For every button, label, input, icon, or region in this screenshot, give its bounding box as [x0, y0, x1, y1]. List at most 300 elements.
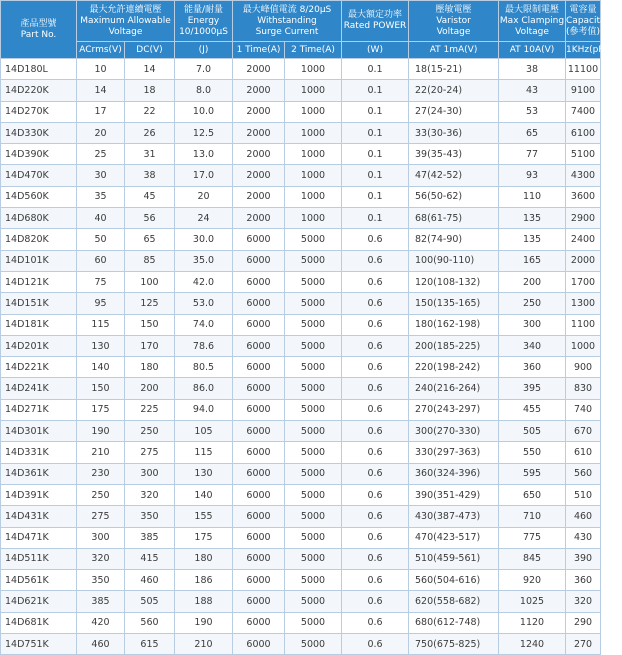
table-row	[1, 59, 601, 80]
cell-energy: 80.5	[175, 357, 233, 378]
cell-clamping-voltage: 505	[499, 421, 566, 442]
cell-surge-2-time: 1000	[285, 101, 342, 122]
table-row	[1, 165, 601, 186]
cell-ac-voltage: 150	[77, 378, 125, 399]
cell-part-no: 14D470K	[1, 165, 77, 186]
cell-surge-2-time: 5000	[285, 591, 342, 612]
cell-capacitance: 900	[566, 357, 601, 378]
table-row	[1, 634, 601, 655]
table-row	[1, 570, 601, 591]
cell-energy: 7.0	[175, 59, 233, 80]
cell-clamping-voltage: 775	[499, 527, 566, 548]
cell-energy: 20	[175, 186, 233, 207]
cell-part-no: 14D330K	[1, 122, 77, 143]
cell-part-no: 14D560K	[1, 186, 77, 207]
table-row	[1, 101, 601, 122]
table-row	[1, 80, 601, 101]
header-part-no: 產品型號 Part No.	[1, 1, 77, 59]
cell-varistor-voltage: 330(297-363)	[409, 442, 499, 463]
cell-rated-power: 0.6	[342, 314, 409, 335]
cell-dc-voltage: 385	[125, 527, 175, 548]
table-row	[1, 208, 601, 229]
cell-ac-voltage: 190	[77, 421, 125, 442]
cell-clamping-voltage: 135	[499, 208, 566, 229]
cell-part-no: 14D201K	[1, 335, 77, 356]
cell-energy: 78.6	[175, 335, 233, 356]
cell-rated-power: 0.6	[342, 229, 409, 250]
cell-capacitance: 740	[566, 399, 601, 420]
table-row	[1, 314, 601, 335]
cell-ac-voltage: 17	[77, 101, 125, 122]
cell-surge-2-time: 1000	[285, 122, 342, 143]
cell-rated-power: 0.6	[342, 357, 409, 378]
unit-dc: DC(V)	[125, 42, 175, 59]
cell-surge-1-time: 6000	[233, 399, 285, 420]
cell-rated-power: 0.6	[342, 634, 409, 655]
table-row	[1, 421, 601, 442]
header-rated-power: 最大額定功率 Rated POWER	[342, 1, 409, 42]
unit-surge-2-time: 2 Time(A)	[285, 42, 342, 59]
cell-ac-voltage: 75	[77, 271, 125, 292]
table-row	[1, 548, 601, 569]
cell-varistor-voltage: 120(108-132)	[409, 271, 499, 292]
cell-surge-2-time: 5000	[285, 357, 342, 378]
cell-part-no: 14D751K	[1, 634, 77, 655]
cell-surge-1-time: 2000	[233, 122, 285, 143]
cell-ac-voltage: 30	[77, 165, 125, 186]
cell-varistor-voltage: 390(351-429)	[409, 484, 499, 505]
cell-varistor-voltage: 22(20-24)	[409, 80, 499, 101]
unit-capacitance: 1KHz(pF)	[566, 42, 601, 59]
cell-dc-voltage: 615	[125, 634, 175, 655]
cell-surge-2-time: 1000	[285, 59, 342, 80]
cell-clamping-voltage: 77	[499, 144, 566, 165]
cell-rated-power: 0.1	[342, 122, 409, 143]
cell-part-no: 14D301K	[1, 421, 77, 442]
cell-capacitance: 560	[566, 463, 601, 484]
cell-dc-voltage: 150	[125, 314, 175, 335]
cell-ac-voltage: 14	[77, 80, 125, 101]
table-row	[1, 271, 601, 292]
cell-dc-voltage: 560	[125, 612, 175, 633]
cell-varistor-voltage: 56(50-62)	[409, 186, 499, 207]
cell-dc-voltage: 250	[125, 421, 175, 442]
cell-energy: 94.0	[175, 399, 233, 420]
cell-clamping-voltage: 710	[499, 506, 566, 527]
table-body	[1, 59, 601, 655]
cell-rated-power: 0.6	[342, 463, 409, 484]
cell-surge-1-time: 6000	[233, 357, 285, 378]
cell-ac-voltage: 25	[77, 144, 125, 165]
cell-clamping-voltage: 360	[499, 357, 566, 378]
cell-surge-1-time: 6000	[233, 463, 285, 484]
table-row	[1, 378, 601, 399]
cell-surge-1-time: 6000	[233, 591, 285, 612]
cell-capacitance: 9100	[566, 80, 601, 101]
cell-rated-power: 0.6	[342, 250, 409, 271]
cell-dc-voltage: 14	[125, 59, 175, 80]
cell-surge-2-time: 5000	[285, 271, 342, 292]
cell-clamping-voltage: 595	[499, 463, 566, 484]
cell-surge-2-time: 5000	[285, 634, 342, 655]
cell-rated-power: 0.6	[342, 293, 409, 314]
cell-surge-2-time: 5000	[285, 484, 342, 505]
cell-surge-2-time: 5000	[285, 570, 342, 591]
cell-dc-voltage: 31	[125, 144, 175, 165]
cell-capacitance: 290	[566, 612, 601, 633]
cell-surge-2-time: 5000	[285, 612, 342, 633]
cell-dc-voltage: 350	[125, 506, 175, 527]
cell-dc-voltage: 100	[125, 271, 175, 292]
cell-dc-voltage: 170	[125, 335, 175, 356]
header-energy: 能量/耐量 Energy 10/1000μS	[175, 1, 233, 42]
cell-capacitance: 430	[566, 527, 601, 548]
cell-surge-1-time: 6000	[233, 314, 285, 335]
cell-part-no: 14D621K	[1, 591, 77, 612]
cell-surge-1-time: 6000	[233, 612, 285, 633]
cell-energy: 210	[175, 634, 233, 655]
cell-energy: 53.0	[175, 293, 233, 314]
table-row	[1, 612, 601, 633]
cell-surge-1-time: 6000	[233, 506, 285, 527]
cell-clamping-voltage: 93	[499, 165, 566, 186]
table-row	[1, 527, 601, 548]
cell-part-no: 14D271K	[1, 399, 77, 420]
cell-dc-voltage: 460	[125, 570, 175, 591]
cell-ac-voltage: 385	[77, 591, 125, 612]
cell-capacitance: 2000	[566, 250, 601, 271]
cell-ac-voltage: 115	[77, 314, 125, 335]
cell-dc-voltage: 56	[125, 208, 175, 229]
cell-surge-1-time: 6000	[233, 570, 285, 591]
cell-dc-voltage: 275	[125, 442, 175, 463]
cell-surge-2-time: 5000	[285, 527, 342, 548]
cell-part-no: 14D241K	[1, 378, 77, 399]
cell-varistor-voltage: 82(74-90)	[409, 229, 499, 250]
cell-energy: 175	[175, 527, 233, 548]
cell-surge-2-time: 5000	[285, 399, 342, 420]
cell-energy: 12.5	[175, 122, 233, 143]
cell-dc-voltage: 65	[125, 229, 175, 250]
unit-surge-1-time: 1 Time(A)	[233, 42, 285, 59]
cell-energy: 30.0	[175, 229, 233, 250]
unit-energy: (J)	[175, 42, 233, 59]
cell-clamping-voltage: 845	[499, 548, 566, 569]
cell-part-no: 14D681K	[1, 612, 77, 633]
units-row	[1, 42, 601, 59]
cell-part-no: 14D270K	[1, 101, 77, 122]
cell-part-no: 14D151K	[1, 293, 77, 314]
cell-clamping-voltage: 920	[499, 570, 566, 591]
cell-rated-power: 0.6	[342, 442, 409, 463]
cell-rated-power: 0.1	[342, 101, 409, 122]
cell-capacitance: 4300	[566, 165, 601, 186]
cell-rated-power: 0.1	[342, 80, 409, 101]
cell-energy: 74.0	[175, 314, 233, 335]
unit-power: (W)	[342, 42, 409, 59]
cell-ac-voltage: 210	[77, 442, 125, 463]
cell-surge-1-time: 2000	[233, 208, 285, 229]
unit-varistor-voltage: AT 1mA(V)	[409, 42, 499, 59]
table-row	[1, 399, 601, 420]
cell-energy: 13.0	[175, 144, 233, 165]
cell-varistor-voltage: 240(216-264)	[409, 378, 499, 399]
table-row	[1, 293, 601, 314]
table-row	[1, 186, 601, 207]
cell-surge-1-time: 2000	[233, 165, 285, 186]
cell-clamping-voltage: 165	[499, 250, 566, 271]
cell-dc-voltage: 505	[125, 591, 175, 612]
cell-part-no: 14D180L	[1, 59, 77, 80]
cell-part-no: 14D561K	[1, 570, 77, 591]
cell-dc-voltage: 225	[125, 399, 175, 420]
cell-part-no: 14D181K	[1, 314, 77, 335]
cell-surge-2-time: 5000	[285, 442, 342, 463]
header-max-clamping-voltage: 最大限制電壓 Max Clamping Voltage	[499, 1, 566, 42]
cell-surge-1-time: 2000	[233, 144, 285, 165]
cell-rated-power: 0.6	[342, 399, 409, 420]
cell-varistor-voltage: 180(162-198)	[409, 314, 499, 335]
cell-capacitance: 830	[566, 378, 601, 399]
cell-capacitance: 360	[566, 570, 601, 591]
cell-surge-2-time: 5000	[285, 548, 342, 569]
cell-varistor-voltage: 68(61-75)	[409, 208, 499, 229]
cell-clamping-voltage: 38	[499, 59, 566, 80]
cell-varistor-voltage: 18(15-21)	[409, 59, 499, 80]
cell-surge-2-time: 5000	[285, 506, 342, 527]
cell-part-no: 14D121K	[1, 271, 77, 292]
cell-clamping-voltage: 110	[499, 186, 566, 207]
unit-clamping-voltage: AT 10A(V)	[499, 42, 566, 59]
cell-energy: 17.0	[175, 165, 233, 186]
cell-dc-voltage: 38	[125, 165, 175, 186]
table-row	[1, 484, 601, 505]
cell-energy: 186	[175, 570, 233, 591]
cell-varistor-voltage: 100(90-110)	[409, 250, 499, 271]
cell-varistor-voltage: 430(387-473)	[409, 506, 499, 527]
cell-energy: 188	[175, 591, 233, 612]
cell-varistor-voltage: 750(675-825)	[409, 634, 499, 655]
cell-clamping-voltage: 53	[499, 101, 566, 122]
table-row	[1, 229, 601, 250]
header-varistor-voltage: 壓敏電壓 Varistor Voltage	[409, 1, 499, 42]
cell-capacitance: 2400	[566, 229, 601, 250]
cell-varistor-voltage: 620(558-682)	[409, 591, 499, 612]
cell-surge-1-time: 6000	[233, 229, 285, 250]
cell-clamping-voltage: 340	[499, 335, 566, 356]
cell-capacitance: 270	[566, 634, 601, 655]
cell-capacitance: 2900	[566, 208, 601, 229]
cell-ac-voltage: 10	[77, 59, 125, 80]
cell-capacitance: 5100	[566, 144, 601, 165]
cell-surge-1-time: 6000	[233, 335, 285, 356]
cell-energy: 86.0	[175, 378, 233, 399]
cell-clamping-voltage: 395	[499, 378, 566, 399]
table-row	[1, 122, 601, 143]
cell-surge-2-time: 1000	[285, 186, 342, 207]
cell-capacitance: 1100	[566, 314, 601, 335]
cell-surge-2-time: 1000	[285, 80, 342, 101]
cell-capacitance: 610	[566, 442, 601, 463]
cell-rated-power: 0.6	[342, 421, 409, 442]
cell-part-no: 14D101K	[1, 250, 77, 271]
cell-varistor-voltage: 33(30-36)	[409, 122, 499, 143]
cell-surge-1-time: 2000	[233, 186, 285, 207]
table-row	[1, 357, 601, 378]
cell-energy: 35.0	[175, 250, 233, 271]
header-capacitance: 電容量 Capacitance (參考值)	[566, 1, 601, 42]
cell-surge-1-time: 2000	[233, 101, 285, 122]
cell-dc-voltage: 18	[125, 80, 175, 101]
table-row	[1, 591, 601, 612]
cell-rated-power: 0.6	[342, 570, 409, 591]
cell-surge-1-time: 2000	[233, 59, 285, 80]
cell-dc-voltage: 415	[125, 548, 175, 569]
cell-rated-power: 0.6	[342, 335, 409, 356]
cell-clamping-voltage: 135	[499, 229, 566, 250]
cell-ac-voltage: 300	[77, 527, 125, 548]
cell-surge-2-time: 5000	[285, 463, 342, 484]
cell-capacitance: 3600	[566, 186, 601, 207]
cell-capacitance: 670	[566, 421, 601, 442]
cell-varistor-voltage: 510(459-561)	[409, 548, 499, 569]
cell-energy: 155	[175, 506, 233, 527]
cell-varistor-voltage: 680(612-748)	[409, 612, 499, 633]
cell-energy: 115	[175, 442, 233, 463]
cell-dc-voltage: 45	[125, 186, 175, 207]
cell-clamping-voltage: 550	[499, 442, 566, 463]
cell-capacitance: 11100	[566, 59, 601, 80]
cell-capacitance: 7400	[566, 101, 601, 122]
cell-part-no: 14D390K	[1, 144, 77, 165]
cell-part-no: 14D431K	[1, 506, 77, 527]
cell-capacitance: 320	[566, 591, 601, 612]
cell-varistor-voltage: 470(423-517)	[409, 527, 499, 548]
cell-ac-voltage: 20	[77, 122, 125, 143]
cell-ac-voltage: 40	[77, 208, 125, 229]
cell-clamping-voltage: 1120	[499, 612, 566, 633]
cell-dc-voltage: 26	[125, 122, 175, 143]
cell-energy: 10.0	[175, 101, 233, 122]
cell-ac-voltage: 230	[77, 463, 125, 484]
cell-rated-power: 0.1	[342, 165, 409, 186]
cell-energy: 180	[175, 548, 233, 569]
cell-varistor-voltage: 39(35-43)	[409, 144, 499, 165]
cell-rated-power: 0.6	[342, 612, 409, 633]
cell-ac-voltage: 250	[77, 484, 125, 505]
cell-part-no: 14D220K	[1, 80, 77, 101]
cell-ac-voltage: 130	[77, 335, 125, 356]
cell-capacitance: 1300	[566, 293, 601, 314]
cell-capacitance: 460	[566, 506, 601, 527]
cell-surge-1-time: 6000	[233, 421, 285, 442]
cell-clamping-voltage: 43	[499, 80, 566, 101]
cell-capacitance: 390	[566, 548, 601, 569]
cell-rated-power: 0.6	[342, 591, 409, 612]
cell-varistor-voltage: 200(185-225)	[409, 335, 499, 356]
cell-rated-power: 0.6	[342, 484, 409, 505]
cell-energy: 130	[175, 463, 233, 484]
cell-surge-2-time: 5000	[285, 293, 342, 314]
cell-clamping-voltage: 250	[499, 293, 566, 314]
cell-surge-1-time: 6000	[233, 293, 285, 314]
cell-energy: 105	[175, 421, 233, 442]
cell-rated-power: 0.1	[342, 208, 409, 229]
cell-rated-power: 0.6	[342, 506, 409, 527]
cell-ac-voltage: 140	[77, 357, 125, 378]
cell-varistor-voltage: 27(24-30)	[409, 101, 499, 122]
cell-capacitance: 6100	[566, 122, 601, 143]
cell-ac-voltage: 320	[77, 548, 125, 569]
cell-clamping-voltage: 1240	[499, 634, 566, 655]
cell-part-no: 14D680K	[1, 208, 77, 229]
table-row	[1, 506, 601, 527]
cell-energy: 140	[175, 484, 233, 505]
cell-energy: 190	[175, 612, 233, 633]
cell-varistor-voltage: 47(42-52)	[409, 165, 499, 186]
cell-rated-power: 0.1	[342, 186, 409, 207]
cell-surge-2-time: 1000	[285, 165, 342, 186]
cell-clamping-voltage: 1025	[499, 591, 566, 612]
cell-surge-1-time: 2000	[233, 80, 285, 101]
cell-ac-voltage: 275	[77, 506, 125, 527]
cell-ac-voltage: 175	[77, 399, 125, 420]
cell-surge-1-time: 6000	[233, 442, 285, 463]
cell-part-no: 14D511K	[1, 548, 77, 569]
cell-dc-voltage: 300	[125, 463, 175, 484]
cell-capacitance: 1000	[566, 335, 601, 356]
cell-clamping-voltage: 200	[499, 271, 566, 292]
header-max-allowable-voltage: 最大允許連續電壓 Maximum Allowable Voltage	[77, 1, 175, 42]
cell-ac-voltage: 95	[77, 293, 125, 314]
cell-varistor-voltage: 270(243-297)	[409, 399, 499, 420]
unit-acrms: ACrms(V)	[77, 42, 125, 59]
table-row	[1, 463, 601, 484]
table-row	[1, 144, 601, 165]
cell-capacitance: 510	[566, 484, 601, 505]
cell-surge-1-time: 6000	[233, 250, 285, 271]
cell-ac-voltage: 420	[77, 612, 125, 633]
cell-surge-2-time: 5000	[285, 250, 342, 271]
cell-rated-power: 0.6	[342, 378, 409, 399]
cell-energy: 24	[175, 208, 233, 229]
header-row	[1, 1, 601, 42]
cell-dc-voltage: 85	[125, 250, 175, 271]
cell-surge-1-time: 6000	[233, 271, 285, 292]
cell-varistor-voltage: 220(198-242)	[409, 357, 499, 378]
cell-rated-power: 0.1	[342, 59, 409, 80]
cell-part-no: 14D820K	[1, 229, 77, 250]
table-row	[1, 442, 601, 463]
cell-energy: 42.0	[175, 271, 233, 292]
cell-dc-voltage: 200	[125, 378, 175, 399]
cell-surge-2-time: 1000	[285, 208, 342, 229]
cell-dc-voltage: 22	[125, 101, 175, 122]
cell-varistor-voltage: 560(504-616)	[409, 570, 499, 591]
cell-ac-voltage: 350	[77, 570, 125, 591]
cell-surge-2-time: 5000	[285, 335, 342, 356]
cell-varistor-voltage: 360(324-396)	[409, 463, 499, 484]
cell-part-no: 14D391K	[1, 484, 77, 505]
cell-ac-voltage: 460	[77, 634, 125, 655]
cell-part-no: 14D361K	[1, 463, 77, 484]
table-row	[1, 250, 601, 271]
table-row	[1, 335, 601, 356]
cell-part-no: 14D471K	[1, 527, 77, 548]
cell-rated-power: 0.6	[342, 527, 409, 548]
cell-rated-power: 0.6	[342, 271, 409, 292]
cell-clamping-voltage: 300	[499, 314, 566, 335]
